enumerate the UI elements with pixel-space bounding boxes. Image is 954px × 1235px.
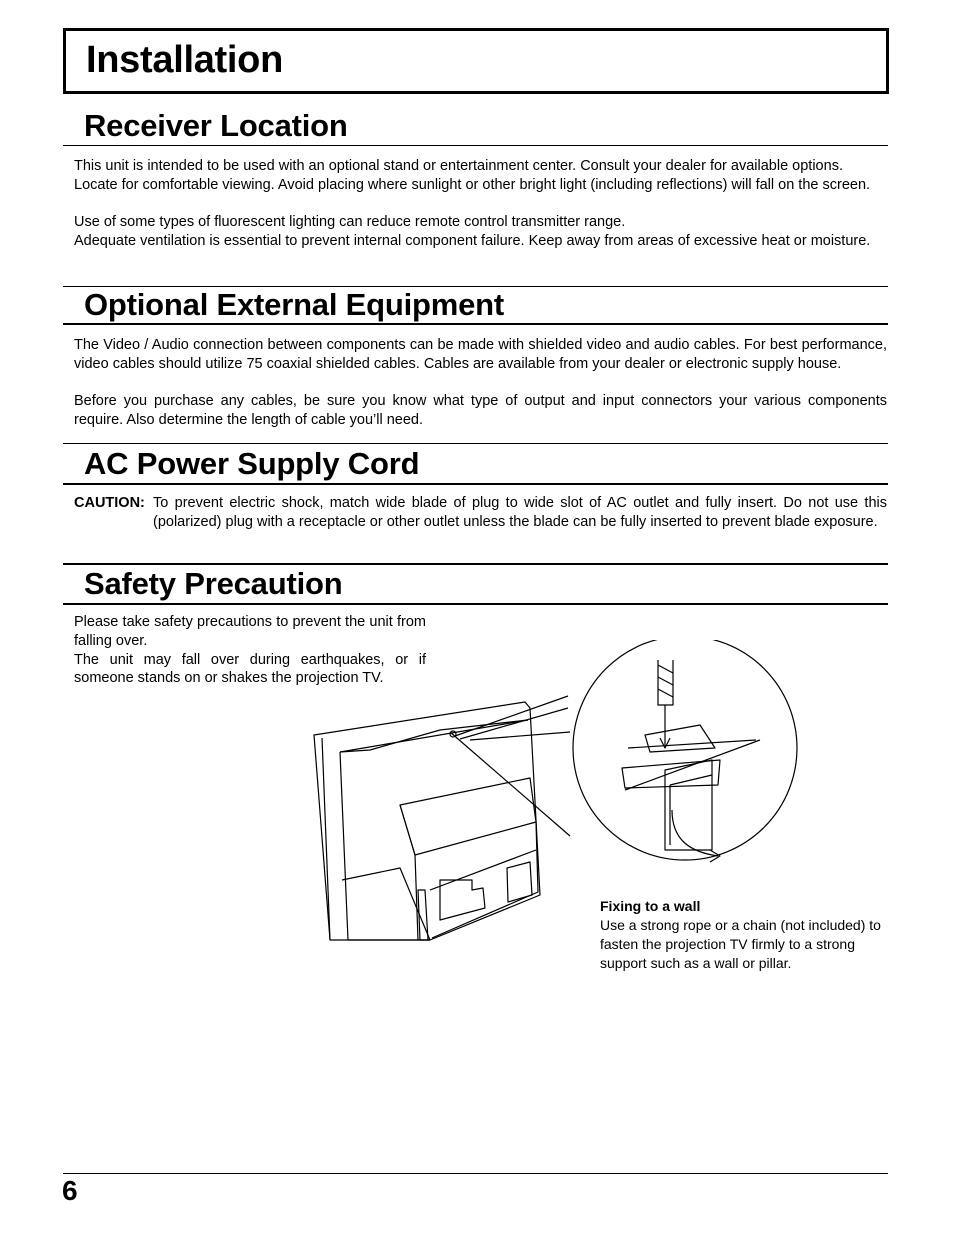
page-title: Installation xyxy=(86,39,283,81)
optional-equipment-para-1: The Video / Audio connection between components can be made with shielded video and audio cables. For best performance, video cables should utilize 75 coaxial shielded cables. Cables are available from your dealer or electronic supply house. xyxy=(74,337,887,372)
safety-top-rule xyxy=(63,563,888,565)
safety-para-2: The unit may fall over during earthquakes, or if someone stands on or shakes the projection TV. xyxy=(74,651,426,687)
page-number: 6 xyxy=(62,1175,78,1206)
footer-rule xyxy=(63,1173,888,1174)
safety-para-1: Please take safety precautions to prevent the unit from falling over. xyxy=(74,614,426,649)
tv-wall-fixing-illustration xyxy=(300,640,810,960)
safety-rule xyxy=(63,603,888,605)
safety-heading: Safety Precaution xyxy=(84,566,343,601)
receiver-location-para-4: Adequate ventilation is essential to prevent internal component failure. Keep away from areas of excessive heat or moisture. xyxy=(74,233,871,249)
optional-equipment-heading: Optional External Equipment xyxy=(84,287,505,322)
figure-caption-title: Fixing to a wall xyxy=(600,898,701,914)
ac-power-rule xyxy=(63,483,888,485)
optional-equipment-para-2: Before you purchase any cables, be sure you know what type of output and input connectors your various components require. Also determine the length of cable you’ll need. xyxy=(74,393,887,428)
ac-power-top-rule xyxy=(63,443,888,444)
receiver-location-para-1: This unit is intended to be used with an optional stand or entertainment center. Consult your dealer for available options. xyxy=(74,158,843,174)
receiver-location-para-2: Locate for comfortable viewing. Avoid placing where sunlight or other bright light (including reflections) will fall on the screen. xyxy=(74,177,871,193)
receiver-location-rule xyxy=(63,145,888,146)
caution-label: CAUTION: xyxy=(74,495,145,511)
page-title-box xyxy=(63,28,889,94)
ac-power-heading: AC Power Supply Cord xyxy=(84,446,420,481)
figure-caption-text: Use a strong rope or a chain (not included) to fasten the projection TV firmly to a strong support such as a wall or pillar. xyxy=(600,917,881,971)
receiver-location-heading: Receiver Location xyxy=(84,108,348,143)
caution-text: To prevent electric shock, match wide blade of plug to wide slot of AC outlet and fully insert. Do not use this (polarized) plug with a receptacle or other outlet unless the blade can be fully inserted to prevent blade exposure. xyxy=(153,495,887,530)
receiver-location-para-3: Use of some types of fluorescent lighting can reduce remote control transmitter range. xyxy=(74,214,626,230)
optional-equipment-rule xyxy=(63,323,888,325)
